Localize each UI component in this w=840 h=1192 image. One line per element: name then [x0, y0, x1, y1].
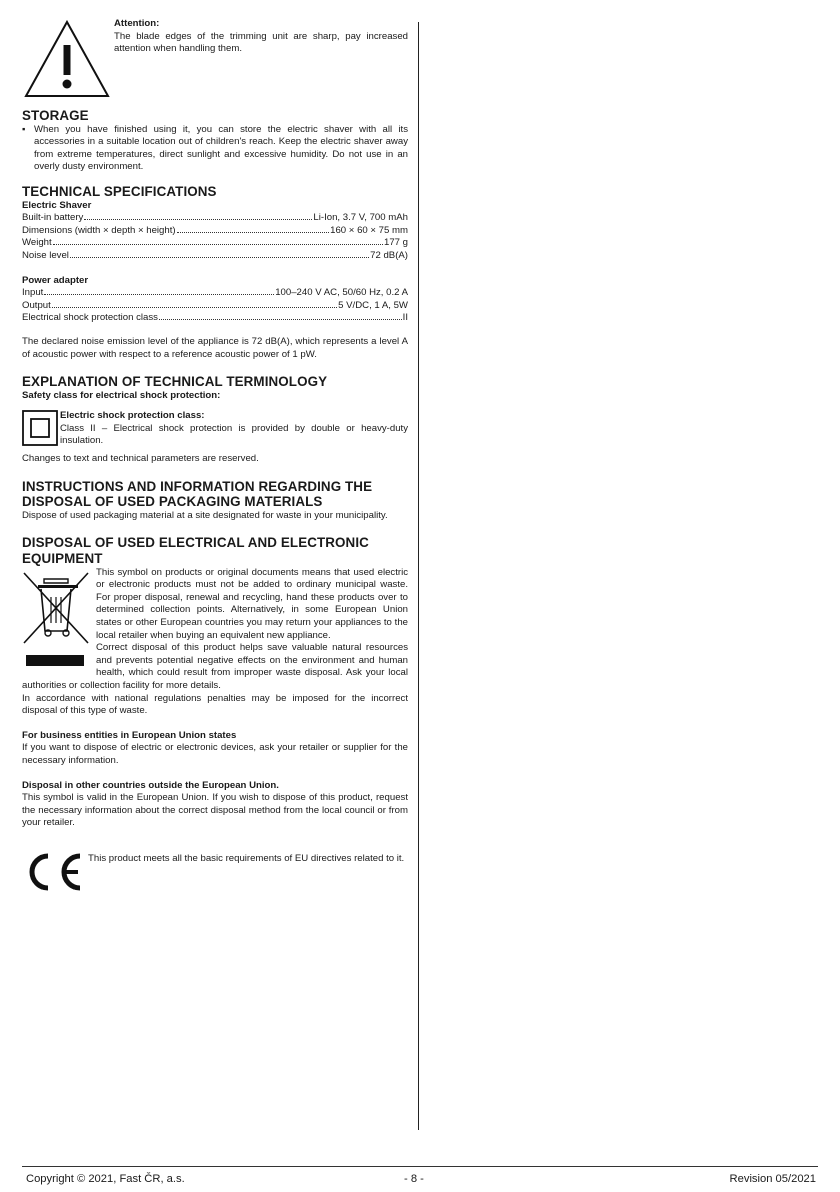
spec-label: Built-in battery: [22, 212, 84, 224]
crossed-bin-icon: [22, 569, 94, 677]
tech-heading: TECHNICAL SPECIFICATIONS: [22, 183, 217, 199]
spec-row: [22, 237, 408, 250]
spec-value: II: [402, 312, 408, 324]
packaging-heading-line1: INSTRUCTIONS AND INFORMATION REGARDING THE: [22, 478, 373, 494]
weee-heading-line2: EQUIPMENT: [22, 551, 103, 567]
spec-label: Electrical shock protection class: [22, 312, 158, 324]
leader-dots: [52, 307, 337, 308]
class-ii-block: [22, 410, 408, 448]
column-divider: [418, 22, 419, 1130]
spec-row: [22, 287, 408, 300]
weee-para3: In accordance with national regulations penalties may be imposed for the incorrect disposal of this type of waste.: [22, 692, 408, 717]
terminology-subheading: Safety class for electrical shock protection:: [22, 389, 221, 401]
ce-text: This product meets all the basic requirements of EU directives related to it.: [88, 852, 405, 864]
shaver-heading: Electric Shaver: [22, 199, 92, 211]
leader-dots: [44, 294, 274, 295]
spec-label: Weight: [22, 237, 52, 249]
spec-label: Dimensions (width × depth × height): [22, 224, 176, 236]
footer-page-number: - 8 -: [404, 1173, 424, 1185]
spec-label: Output: [22, 299, 51, 311]
leader-dots: [53, 244, 383, 245]
storage-bullet: [22, 124, 408, 174]
business-heading: For business entities in European Union states: [22, 729, 237, 741]
leader-dots: [159, 319, 402, 320]
weee-para2: Correct disposal of this product helps save valuable natural resources and prevents potential negative effects on the environment and human health, which could result from improper waste disposal. Ask your local authorities or collection facility for more details.: [22, 642, 408, 691]
weee-heading-line1: DISPOSAL OF USED ELECTRICAL AND ELECTRONIC: [22, 535, 369, 551]
packaging-heading-line2: DISPOSAL OF USED PACKAGING MATERIALS: [22, 494, 323, 510]
ce-mark-icon: [22, 852, 84, 892]
leader-dots: [84, 219, 312, 220]
adapter-specs: [22, 287, 408, 325]
content-column: [22, 18, 408, 892]
outside-text: This symbol is valid in the European Union. If you wish to dispose of this product, request the necessary information about the correct disposal method from the local council or from your retailer.: [22, 792, 408, 829]
attention-block: [22, 18, 408, 104]
storage-heading: STORAGE: [22, 108, 89, 123]
spec-label: Input: [22, 287, 44, 299]
spec-row: [22, 312, 408, 325]
leader-dots: [177, 232, 330, 233]
outside-heading: Disposal in other countries outside the European Union.: [22, 779, 279, 791]
class-text: Class II – Electrical shock protection is provided by double or heavy-duty insulation.: [60, 422, 408, 447]
footer-revision: Revision 05/2021: [729, 1173, 816, 1185]
attention-text: The blade edges of the trimming unit are sharp, pay increased attention when handling them.: [114, 30, 408, 55]
spec-value: 5 V/DC, 1 A, 5W: [338, 299, 408, 311]
spec-value: 160 × 60 × 75 mm: [330, 224, 408, 236]
warning-triangle-icon: [22, 18, 112, 100]
leader-dots: [70, 257, 369, 258]
changes-note: Changes to text and technical parameters are reserved.: [22, 453, 259, 465]
spec-row: [22, 250, 408, 263]
spec-label: Noise level: [22, 249, 69, 261]
weee-block: [22, 567, 408, 718]
footer-copyright: Copyright © 2021, Fast ČR, a.s.: [26, 1173, 185, 1185]
spec-row: [22, 212, 408, 225]
bullet-marker: ▪: [22, 123, 26, 135]
packaging-text: Dispose of used packaging material at a site designated for waste in your municipality.: [22, 509, 388, 521]
storage-text: When you have finished using it, you can store the electric shaver with all its accessories in a suitable location out of children's reach. Keep the electric shaver away from extreme temperatures, direct sunlight and excessive humidity. Do not use in an overly dusty environment.: [34, 123, 408, 173]
spec-value: 100–240 V AC, 50/60 Hz, 0.2 A: [275, 287, 408, 299]
noise-note: The declared noise emission level of the appliance is 72 dB(A), which represents a level A of acoustic power with respect to a reference acoustic power of 1 pW.: [22, 335, 408, 360]
spec-value: 72 dB(A): [370, 249, 408, 261]
footer-rule: [22, 1166, 818, 1167]
ce-block: [22, 846, 408, 892]
class-title: Electric shock protection class:: [60, 410, 205, 422]
attention-title: Attention:: [114, 18, 160, 29]
spec-value: 177 g: [383, 237, 408, 249]
weee-para1: This symbol on products or original documents means that used electric or electronic products must not be added to ordinary municipal waste. For proper disposal, renewal and recycling, hand these products over to determined collection points. Alternatively, in some European Union states or other European countries you may return your appliances to the local retailer when buying an equivalent new appliance.: [96, 566, 408, 641]
spec-row: [22, 225, 408, 238]
spec-value: Li-Ion, 3.7 V, 700 mAh: [313, 212, 408, 224]
double-insulation-icon: [22, 410, 58, 446]
terminology-heading: EXPLANATION OF TECHNICAL TERMINOLOGY: [22, 374, 328, 390]
adapter-heading: Power adapter: [22, 274, 89, 286]
shaver-specs: [22, 212, 408, 262]
spec-row: [22, 300, 408, 313]
business-text: If you want to dispose of electric or electronic devices, ask your retailer or supplier for the necessary information.: [22, 742, 408, 766]
